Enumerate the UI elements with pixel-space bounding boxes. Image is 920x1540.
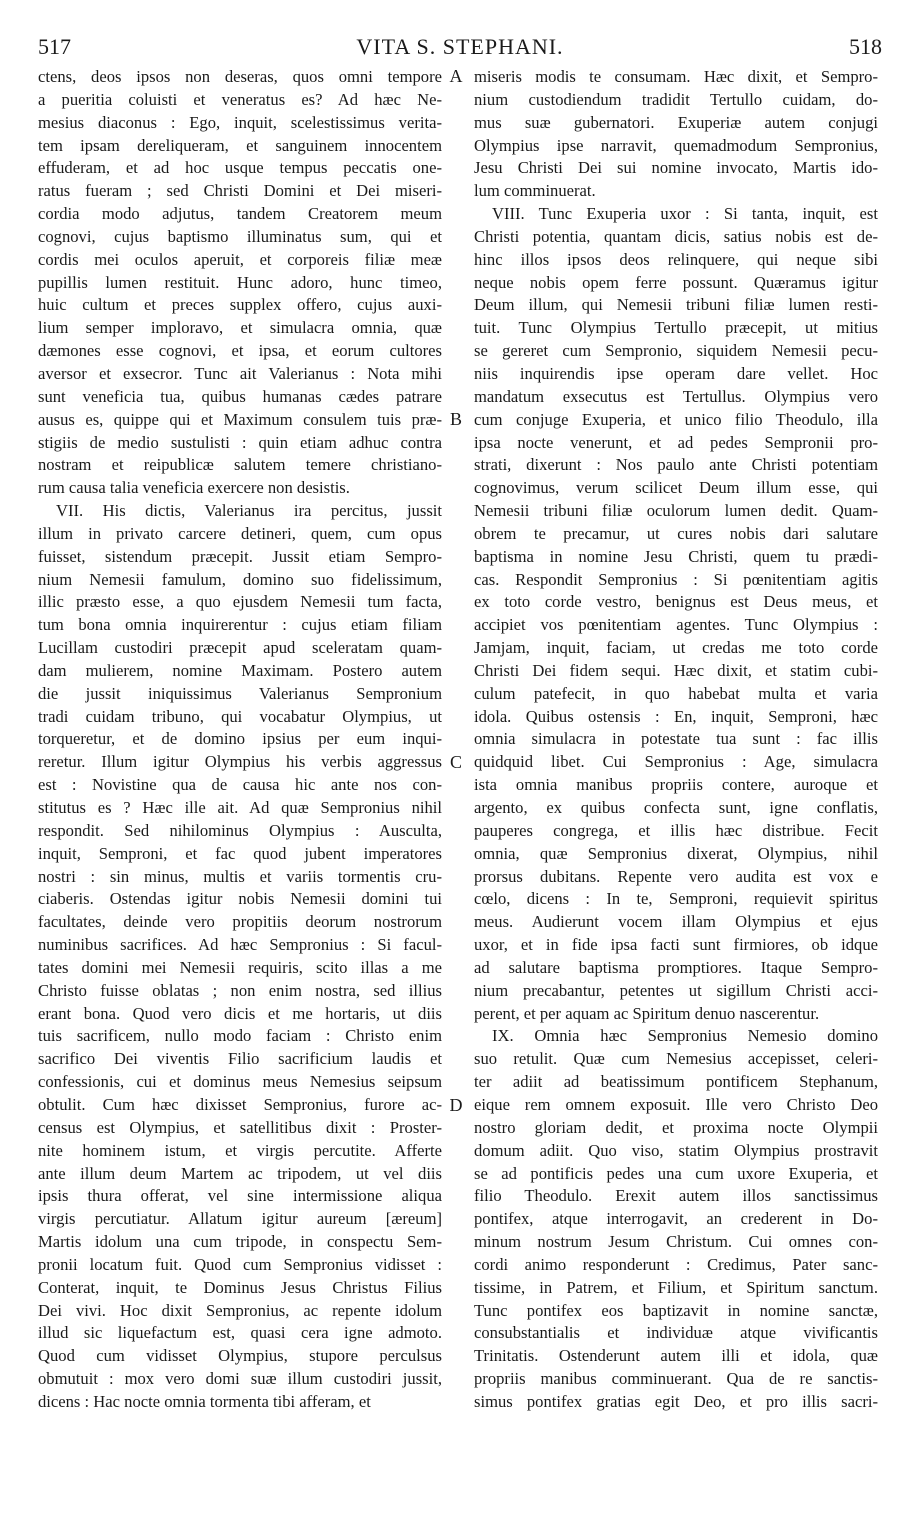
text-line: fuisset, sistendum præcepit. Jussit etiam Sempro- — [38, 546, 442, 566]
text-line: rum causa talia veneficia exercere non desistis. — [38, 478, 350, 498]
running-header — [38, 34, 882, 64]
text-line: ciaberis. Ostendas igitur nobis Nemesii domini tui — [38, 889, 442, 909]
text-line: illic præsto esse, a quo ejusdem Nemesii tum facta, — [38, 592, 442, 612]
text-line: cœlo, dicens : In te, Semproni, requievit spiritus — [474, 889, 878, 909]
text-line: se gereret cum Sempronio, siquidem Nemesii pecu- — [474, 341, 878, 361]
text-line: simus pontifex gratias egit Deo, et pro illis sacri- — [474, 1391, 878, 1411]
text-line: Tunc pontifex eos baptizavit in nomine sanctæ, — [474, 1300, 878, 1320]
text-line: cordia modo adjutus, tandem Creatorem meum — [38, 204, 442, 224]
text-line: omnia, quæ Sempronius dixerat, Olympius, nihil — [474, 843, 878, 863]
text-line: Lucillam custodiri præcepit apud sceleratam quam- — [38, 638, 442, 658]
text-line: neque nobis opem ferre possunt. Quæramus igitur — [474, 272, 878, 292]
text-line: se ad pontificis pedes una cum uxore Exuperia, et — [474, 1163, 878, 1183]
text-line: stigiis de medio sustulisti : quin etiam adhuc contra — [38, 432, 442, 452]
margin-marker-a: A — [449, 66, 463, 86]
text-line: ratus fueram ; sed Christi Domini et Dei miseri- — [38, 181, 442, 201]
text-line: baptisma in nomine Jesu Christi, quem tu prædi- — [474, 546, 878, 566]
text-line: lum comminuerat. — [474, 181, 596, 201]
text-line: est : Novistine qua de causa hic ante nos con- — [38, 775, 442, 795]
text-line: ausus es, quippe qui et Maximum consulem tuis præ- — [38, 409, 442, 429]
text-line: propriis manibus comminuerant. Qua de re sanctis- — [474, 1369, 878, 1389]
text-line: quidquid libet. Cui Sempronius : Age, simulacra — [474, 752, 878, 772]
page-number-right: 518 — [849, 34, 882, 59]
text-line: erant bona. Quod vero dicis et me hortaris, ut diis — [38, 1003, 442, 1023]
text-line: Conterat, inquit, te Dominus Jesus Christus Filius — [38, 1277, 442, 1297]
text-line: meus. Audierunt vocem illam Olympius et ejus — [474, 912, 878, 932]
text-line: tradi cuidam tribuno, qui vocabatur Olympius, ut — [38, 706, 442, 726]
text-line: Christi potentia, quantam dicis, satius nobis est de- — [474, 226, 878, 246]
text-line: Quod cum vidisset Olympius, stupore perculsus — [38, 1346, 442, 1366]
text-line: nium Nemesii famulum, domino suo fidelissimum, — [38, 569, 442, 589]
text-line: Deum illum, qui Nemesii tribuni filiæ lumen resti- — [474, 295, 878, 315]
text-line: ex toto corde vestro, benignus est Deus meus, et — [474, 592, 878, 612]
text-line: prorsus dubitans. Repente vero audita est vox e — [474, 866, 878, 886]
text-line: dicens : Hac nocte omnia tormenta tibi afferam, et — [38, 1391, 371, 1411]
text-line: VII. His dictis, Valerianus ira percitus, jussit — [56, 501, 442, 521]
text-line: tum bona omnia inquirerentur : cujus etiam filiam — [38, 615, 442, 635]
text-line: stitutus es ? Hæc ille ait. Ad quæ Sempronius nihil — [38, 798, 442, 817]
text-line: tissime, in Patrem, et Filium, et Spiritum sanctum. — [474, 1277, 878, 1297]
page-number-left: 517 — [38, 34, 71, 59]
text-line: nium custodiendum tradidit Tertullo cuidam, do- — [474, 89, 878, 109]
text-line: nium precabantur, petentes ut sigillum Christi acci- — [474, 980, 878, 1000]
text-line: huic cultum et preces supplex offero, cujus auxi- — [38, 295, 442, 315]
text-line: miseris modis te consumam. Hæc dixit, et Sempro- — [474, 67, 878, 86]
text-line: cognovimus, verum scilicet Deum illum esse, qui — [474, 478, 878, 498]
text-line: die jussit iniquissimus Valerianus Sempronium — [38, 683, 442, 703]
text-line: tem ipsam dereliqueram, et sanguinem innocentem — [38, 135, 442, 155]
margin-marker-b: B — [449, 409, 462, 429]
text-line: torqueretur, et de domino ipsius per eum inqui- — [38, 729, 442, 749]
text-line: hinc illos ipsos deos relinquere, qui neque sibi — [474, 249, 878, 269]
text-line: domum adiit. Quo viso, statim Olympius prostravit — [474, 1140, 878, 1160]
text-line: illum in privato carcere detineri, quem, cum opus — [38, 523, 442, 543]
text-line: dæmones esse cognovi, et ipsa, et eorum cultores — [38, 341, 442, 361]
text-line: strati, dixerunt : Nos paulo ante Christi potentiam — [474, 455, 878, 475]
left-text-column — [38, 66, 442, 1414]
margin-marker-d: D — [449, 1095, 463, 1115]
text-line: ctens, deos ipsos non deseras, quos omni tempore — [38, 67, 442, 86]
text-line: idola. Quibus ostensis : En, inquit, Semproni, hæc — [474, 706, 878, 726]
text-line: uxor, et in fide ipsa facti sunt firmiores, ob idque — [474, 935, 878, 955]
text-line: Martis idolum una cum tripode, in conspectu Sem- — [38, 1232, 442, 1252]
text-line: pronii locatum fuit. Quod cum Sempronius vidisset : — [38, 1254, 442, 1274]
text-line: cognovi, cujus baptismo illuminatus sum, qui et — [38, 226, 442, 246]
running-title: VITA S. STEPHANI. — [356, 34, 564, 59]
text-line: eique rem omnem exposuit. Ille vero Christo Deo — [474, 1094, 878, 1114]
text-line: ad salutare baptisma promptiores. Itaque Sempro- — [474, 957, 878, 977]
text-line: minum nostrum Jesum Christum. Cui omnes con- — [474, 1232, 878, 1252]
text-line: ter adiit ad beatissimum pontificem Stephanum, — [474, 1072, 878, 1092]
text-line: ante illum deum Martem ac tripodem, ut vel diis — [38, 1163, 442, 1183]
text-line: mus suæ gubernatori. Exuperiæ autem conjugi — [474, 112, 878, 132]
text-line: Christi Dei fidem sequi. Hæc dixit, et statim cubi- — [474, 660, 878, 680]
text-line: filio Theodulo. Erexit autem illos sanctissimus — [474, 1186, 878, 1206]
text-line: numinibus sacrifices. Ad hæc Sempronius : Si facul- — [38, 935, 442, 955]
text-line: Jesu Christi Dei sui nomine invocato, Martis ido- — [474, 158, 878, 178]
text-line: cordis mei oculos aperuit, et corporeis filiæ meæ — [38, 249, 442, 269]
text-line: lium semper imploravo, et simulacra omnia, quæ — [38, 318, 442, 338]
text-line: pontifex, atque interrogavit, an crederent in Do- — [474, 1209, 878, 1229]
text-line: mesius diaconus : Ego, inquit, scelestissimus verita- — [38, 112, 442, 132]
text-line: cas. Respondit Sempronius : Si pœnitentiam agitis — [474, 569, 878, 589]
text-line: Olympius ipse narravit, quemadmodum Sempronius, — [474, 135, 878, 155]
text-line: effuderam, et ad hoc usque tempus peccatis one- — [38, 158, 442, 178]
text-line: cum conjuge Exuperia, et unico filio Theodulo, illa — [474, 409, 878, 429]
text-line: omnia simulacra in potestate tua sunt : fac illis — [474, 729, 878, 749]
text-line: sacrifico Dei viventis Filio sacrificium laudis et — [38, 1049, 442, 1069]
text-line: obmutuit : mox vero domi suæ illum custodiri jussit, — [38, 1369, 442, 1389]
text-line: cordi animo responderunt : Credimus, Pater sanc- — [474, 1254, 878, 1274]
text-line: tuis sacrificem, nullo modo faciam : Christo enim — [38, 1026, 442, 1046]
text-line: inquit, Semproni, et fac quod jubent imperatores — [38, 843, 442, 863]
text-line: census est Olympius, et satellitibus dixit : Proster- — [38, 1117, 442, 1137]
text-line: Nemesii tribuni filiæ oculorum lumen dedit. Quam- — [474, 501, 878, 521]
text-line: illud sic liquefactum est, quasi cera igne admoto. — [38, 1323, 442, 1343]
text-line: tuit. Tunc Olympius Tertullo præcepit, ut mitius — [474, 318, 878, 338]
text-line: culum patefecit, in quo habebat multa et varia — [474, 683, 878, 703]
text-line: argento, ex quibus confecta sunt, igne conflatis, — [474, 798, 878, 817]
text-line: nite hominem istum, et virgis percutite. Afferte — [38, 1140, 442, 1160]
text-line: Dei vivi. Hoc dixit Sempronius, ac repente idolum — [38, 1300, 442, 1320]
text-line: obtulit. Cum hæc dixisset Sempronius, furore ac- — [38, 1094, 442, 1114]
text-line: IX. Omnia hæc Sempronius Nemesio domino — [492, 1026, 878, 1046]
text-line: Jamjam, inquit, faciam, ut credas me toto corde — [474, 638, 878, 658]
text-line: nostram et reipublicæ salutem temere christiano- — [38, 455, 442, 475]
text-line: suo retulit. Quæ cum Nemesius accepisset, celeri- — [474, 1049, 878, 1069]
text-line: perent, et per aquam ac Spiritum denuo nascerentur. — [474, 1003, 820, 1023]
margin-marker-c: C — [449, 752, 462, 772]
text-line: confessionis, cui et dominus meus Nemesius seipsum — [38, 1072, 442, 1092]
text-line: ista omnia manibus propriis contere, auroque et — [474, 775, 878, 795]
text-line: mandatum exsecutus est Tertullus. Olympius vero — [474, 386, 878, 406]
text-line: ipsis thura offerat, vel sine intermissione aliqua — [38, 1186, 442, 1206]
text-line: aversor et exsecror. Tunc ait Valerianus : Nota mihi — [38, 363, 442, 383]
text-line: Christo fuisse oblatas ; non enim nostra, sed illius — [38, 980, 442, 1000]
text-line: accipiet vos pœnitentiam agentes. Tunc Olympius : — [474, 615, 878, 635]
text-line: VIII. Tunc Exuperia uxor : Si tanta, inquit, est — [492, 204, 878, 224]
text-line: sunt veneficia tua, quibus humanas cædes patrare — [38, 386, 442, 406]
text-line: pauperes congrega, et illis hæc distribue. Fecit — [474, 820, 878, 840]
text-line: respondit. Sed nihilominus Olympius : Ausculta, — [38, 820, 442, 840]
text-line: facultates, deinde vero propitiis deorum nostrorum — [38, 912, 442, 932]
text-line: dam mulierem, nomine Maximam. Postero autem — [38, 660, 442, 680]
text-line: ipsa nocte venerunt, et ad pedes Sempronii pro- — [474, 432, 878, 452]
text-line: obrem te precamur, ut cures nobis dari salutare — [474, 523, 878, 543]
text-line: nostro gloriam dedit, et proxima nocte Olympii — [474, 1117, 878, 1137]
text-line: reretur. Illum igitur Olympius his verbis aggressus — [38, 752, 442, 772]
text-line: virgis percutiatur. Allatum igitur aureum [æreum] — [38, 1209, 442, 1229]
text-line: tates domini mei Nemesii requiris, scito illas a me — [38, 957, 442, 977]
text-line: pupillis lumen restituit. Hunc adoro, hunc timeo, — [38, 272, 442, 292]
text-line: Trinitatis. Ostenderunt autem illi et idola, quæ — [474, 1346, 878, 1366]
text-line: nostri : sin minus, multis et variis tormentis cru- — [38, 866, 442, 886]
text-line: consubstantialis et individuæ atque vivificantis — [474, 1323, 878, 1343]
text-line: niis inquirendis ipse operam dare vellet. Hoc — [474, 363, 878, 383]
right-text-column — [474, 66, 878, 1414]
text-line: a pueritia coluisti et veneratus es? Ad hæc Ne- — [38, 89, 442, 109]
